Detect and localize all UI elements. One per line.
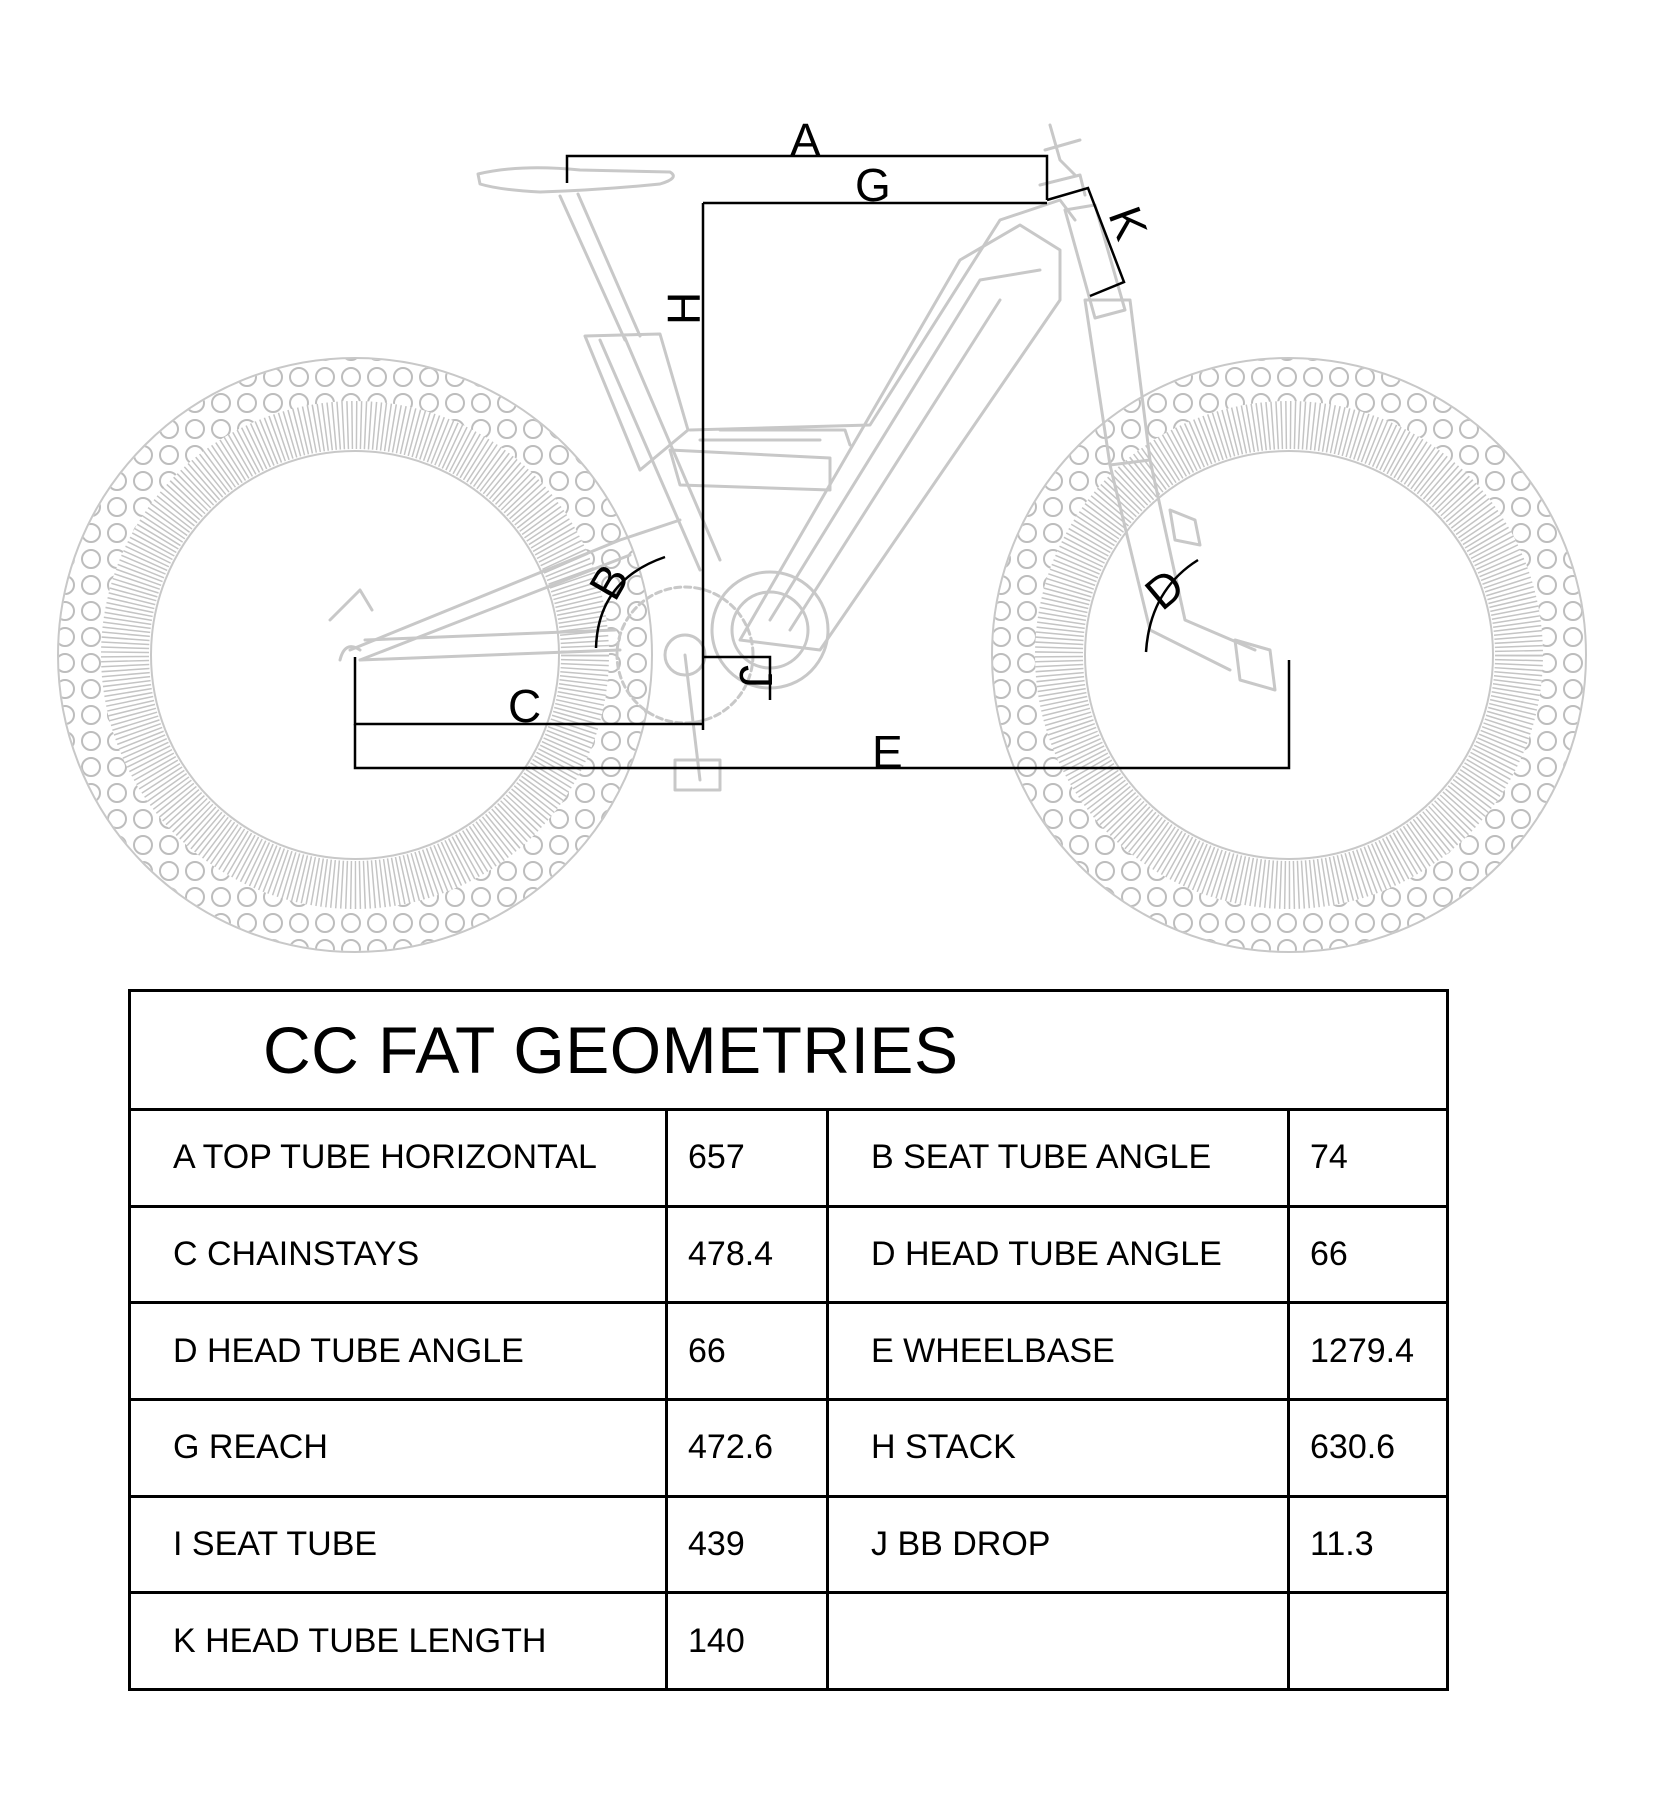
geometry-value: 472.6 (667, 1399, 828, 1496)
dim-label-d: D (1135, 558, 1194, 620)
geometry-label: D HEAD TUBE ANGLE (130, 1303, 667, 1400)
fork-lower (1110, 460, 1255, 670)
dim-label-e: E (872, 726, 903, 778)
dim-label-b: B (578, 555, 640, 608)
geometry-label: B SEAT TUBE ANGLE (828, 1110, 1289, 1207)
geometry-label: A TOP TUBE HORIZONTAL (130, 1110, 667, 1207)
geometry-value: 66 (1289, 1206, 1448, 1303)
table-row (130, 1496, 1448, 1593)
geometry-label: K HEAD TUBE LENGTH (130, 1593, 667, 1690)
geometry-label: C CHAINSTAYS (130, 1206, 667, 1303)
dim-label-g: G (855, 159, 891, 211)
geometry-value: 66 (667, 1303, 828, 1400)
geometry-value: 657 (667, 1110, 828, 1207)
geometry-label: J BB DROP (828, 1496, 1289, 1593)
geometry-label-empty (828, 1593, 1289, 1690)
handlebar (1045, 125, 1080, 175)
geometry-value: 11.3 (1289, 1496, 1448, 1593)
geometry-table (128, 989, 1449, 1691)
table-row (130, 1593, 1448, 1690)
geometry-value: 439 (667, 1496, 828, 1593)
dim-label-c: C (508, 680, 542, 732)
dim-line-e (355, 660, 1289, 768)
geometry-label: H STACK (828, 1399, 1289, 1496)
table-title-row (130, 991, 1448, 1110)
geometry-label: D HEAD TUBE ANGLE (828, 1206, 1289, 1303)
geometry-value: 630.6 (1289, 1399, 1448, 1496)
saddle (478, 168, 673, 192)
geometry-label: E WHEELBASE (828, 1303, 1289, 1400)
table-title: CC FAT GEOMETRIES (130, 991, 1448, 1110)
dim-label-h: H (658, 291, 710, 325)
table-row (130, 1399, 1448, 1496)
rear-wheel (58, 358, 652, 952)
table-row (130, 1206, 1448, 1303)
dimension-lines (355, 156, 1289, 768)
front-wheel (992, 358, 1586, 952)
table-row (130, 1303, 1448, 1400)
geometry-value: 1279.4 (1289, 1303, 1448, 1400)
rear-shock (670, 450, 830, 490)
seat-post (560, 194, 640, 340)
table-row (130, 1110, 1448, 1207)
dim-label-k: K (1098, 199, 1158, 247)
geometry-value: 140 (667, 1593, 828, 1690)
geometry-value: 478.4 (667, 1206, 828, 1303)
geometry-label: G REACH (130, 1399, 667, 1496)
dim-label-a: A (790, 114, 821, 166)
geometry-label: I SEAT TUBE (130, 1496, 667, 1593)
dim-label-j: J (730, 665, 782, 688)
geometry-value: 74 (1289, 1110, 1448, 1207)
geometry-value-empty (1289, 1593, 1448, 1690)
